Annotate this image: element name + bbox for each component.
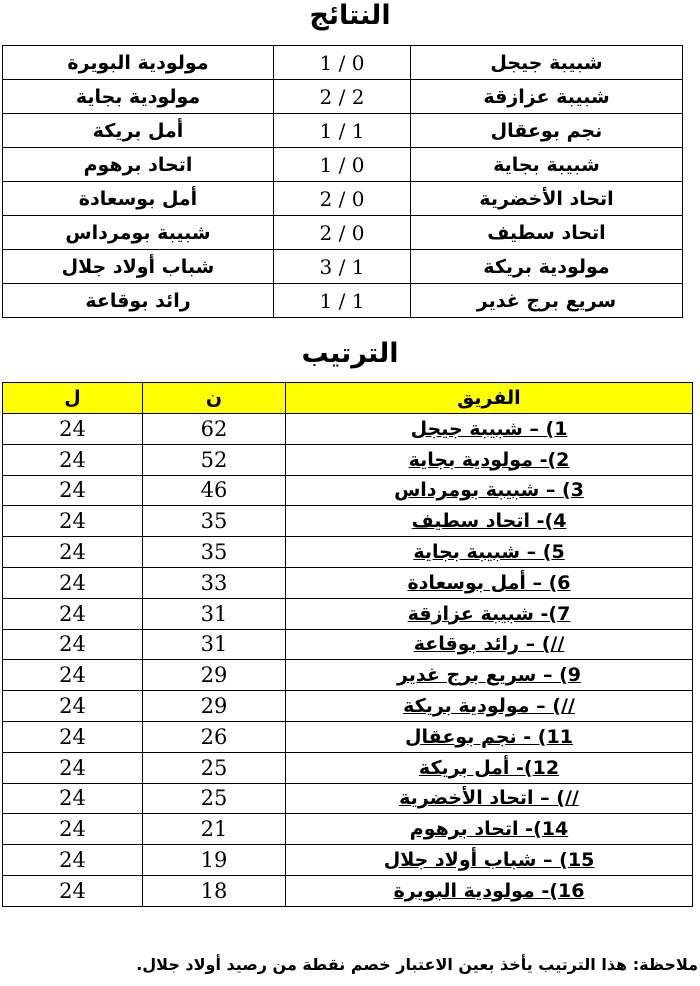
match-score: 3 / 1 [274, 250, 411, 284]
away-team: رائد بوقاعة [3, 284, 274, 318]
team-cell: //) – رائد بوقاعة [286, 629, 693, 660]
match-score: 1 / 0 [274, 148, 411, 182]
points-cell: 52 [143, 444, 286, 475]
played-cell: 24 [3, 475, 143, 506]
match-score: 1 / 1 [274, 114, 411, 148]
points-cell: 46 [143, 475, 286, 506]
match-score: 1 / 0 [274, 46, 411, 80]
home-team: شبيبة جيجل [411, 46, 683, 80]
standings-row [3, 814, 693, 845]
home-team: شبيبة عزازقة [411, 80, 683, 114]
standings-row [3, 567, 693, 598]
played-cell: 24 [3, 660, 143, 691]
away-team: أمل بريكة [3, 114, 274, 148]
home-team: شبيبة بجاية [411, 148, 683, 182]
played-cell: 24 [3, 598, 143, 629]
header-team: الفريق [286, 383, 693, 414]
home-team: مولودية بريكة [411, 250, 683, 284]
match-score: 2 / 2 [274, 80, 411, 114]
team-cell: 15) – شباب أولاد جلال [286, 845, 693, 876]
played-cell: 24 [3, 629, 143, 660]
played-cell: 24 [3, 783, 143, 814]
team-cell: 1) – شبيبة جيجل [286, 414, 693, 445]
standings-title: الترتيب [301, 338, 399, 369]
team-cell: 12)- أمل بريكة [286, 752, 693, 783]
home-team: اتحاد سطيف [411, 216, 683, 250]
result-row [3, 284, 683, 318]
team-cell: 6) – أمل بوسعادة [286, 567, 693, 598]
points-cell: 33 [143, 567, 286, 598]
away-team: شبيبة بومرداس [3, 216, 274, 250]
header-points: ن [143, 383, 286, 414]
points-cell: 31 [143, 598, 286, 629]
standings-row [3, 660, 693, 691]
standings-row [3, 752, 693, 783]
standings-header-row [3, 383, 693, 414]
played-cell: 24 [3, 691, 143, 722]
results-table [2, 45, 683, 318]
team-cell: 7)- شبيبة عزازقة [286, 598, 693, 629]
team-cell: //) – مولودية بريكة [286, 691, 693, 722]
result-row [3, 250, 683, 284]
standings-row [3, 629, 693, 660]
standings-row [3, 783, 693, 814]
match-score: 1 / 1 [274, 284, 411, 318]
header-played: ل [3, 383, 143, 414]
standings-row [3, 598, 693, 629]
points-cell: 31 [143, 629, 286, 660]
team-cell: 16)- مولودية البويرة [286, 875, 693, 906]
points-cell: 35 [143, 506, 286, 537]
points-cell: 35 [143, 537, 286, 568]
standings-note: ملاحظة: هذا الترتيب يأخذ بعين الاعتبار خصم نقطة من رصيد أولاد جلال. [136, 955, 698, 974]
standings-table [2, 382, 693, 907]
points-cell: 18 [143, 875, 286, 906]
played-cell: 24 [3, 721, 143, 752]
away-team: مولودية البويرة [3, 46, 274, 80]
away-team: أمل بوسعادة [3, 182, 274, 216]
home-team: سريع برج غدير [411, 284, 683, 318]
team-cell: 3) – شبيبة بومرداس [286, 475, 693, 506]
points-cell: 29 [143, 660, 286, 691]
result-row [3, 114, 683, 148]
played-cell: 24 [3, 845, 143, 876]
home-team: نجم بوعقال [411, 114, 683, 148]
result-row [3, 182, 683, 216]
result-row [3, 80, 683, 114]
standings-row [3, 537, 693, 568]
team-cell: 14)- اتحاد برهوم [286, 814, 693, 845]
standings-row [3, 506, 693, 537]
points-cell: 26 [143, 721, 286, 752]
played-cell: 24 [3, 875, 143, 906]
standings-row [3, 875, 693, 906]
points-cell: 21 [143, 814, 286, 845]
played-cell: 24 [3, 567, 143, 598]
team-cell: 5) – شبيبة بجاية [286, 537, 693, 568]
result-row [3, 148, 683, 182]
points-cell: 29 [143, 691, 286, 722]
played-cell: 24 [3, 506, 143, 537]
result-row [3, 46, 683, 80]
home-team: اتحاد الأخضرية [411, 182, 683, 216]
match-score: 2 / 0 [274, 216, 411, 250]
away-team: مولودية بجاية [3, 80, 274, 114]
played-cell: 24 [3, 444, 143, 475]
match-score: 2 / 0 [274, 182, 411, 216]
standings-row [3, 444, 693, 475]
standings-row [3, 845, 693, 876]
points-cell: 25 [143, 783, 286, 814]
played-cell: 24 [3, 752, 143, 783]
played-cell: 24 [3, 537, 143, 568]
points-cell: 19 [143, 845, 286, 876]
standings-row [3, 691, 693, 722]
points-cell: 62 [143, 414, 286, 445]
team-cell: //) – اتحاد الأخضرية [286, 783, 693, 814]
team-cell: 9) – سريع برج غدير [286, 660, 693, 691]
team-cell: 4)- اتحاد سطيف [286, 506, 693, 537]
played-cell: 24 [3, 814, 143, 845]
away-team: اتحاد برهوم [3, 148, 274, 182]
points-cell: 25 [143, 752, 286, 783]
results-title: النتائج [309, 0, 391, 31]
standings-row [3, 721, 693, 752]
team-cell: 2)- مولودية بجاية [286, 444, 693, 475]
away-team: شباب أولاد جلال [3, 250, 274, 284]
team-cell: 11) - نجم بوعقال [286, 721, 693, 752]
standings-row [3, 475, 693, 506]
standings-row [3, 414, 693, 445]
result-row [3, 216, 683, 250]
played-cell: 24 [3, 414, 143, 445]
